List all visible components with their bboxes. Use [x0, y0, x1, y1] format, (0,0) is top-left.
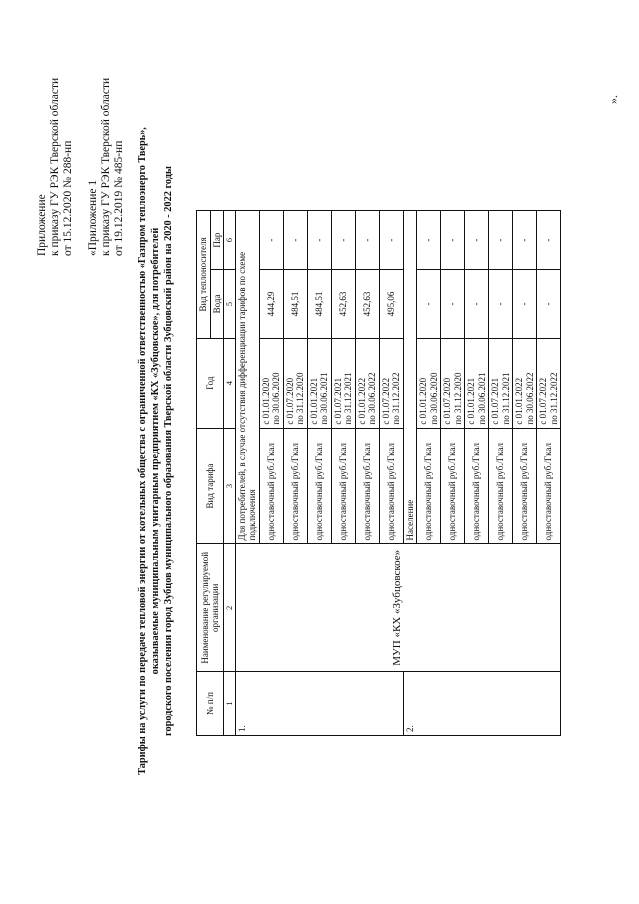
water-tariff-cell: 444,29 [259, 270, 283, 339]
title-line: Тарифы на услуги по передаче тепловой энергии от котельных общества с ограниченной ответственностью «Газпром теплоэнерго Тверь», [137, 127, 148, 775]
period-from: с 01.07.2021 [332, 377, 343, 425]
column-number: 5 [224, 270, 236, 339]
period-cell [489, 338, 513, 428]
column-number-row [224, 211, 236, 736]
period-to: по 30.06.2022 [524, 372, 535, 425]
tariff-type-cell: одноставочный руб./Гкал [331, 428, 355, 544]
header-organization: Наименование регулируемой организации [197, 544, 224, 672]
previous-order-line: «Приложение 1 [87, 179, 99, 256]
closing-quote-mark: ». [606, 95, 620, 104]
steam-tariff-cell: - [537, 211, 561, 270]
water-tariff-cell: - [489, 270, 513, 339]
period-to: по 30.06.2020 [428, 372, 439, 425]
steam-tariff-cell: - [355, 211, 379, 270]
title-line: городского поселения город Зубцов муниципального образования Тверской области Зубцовский район на 2020 - 2022 годы [163, 166, 174, 736]
header-line: к приказу ГУ РЭК Тверской области [49, 77, 61, 256]
period-cell [331, 338, 355, 428]
tariff-table [196, 210, 561, 736]
water-tariff-cell: 452,63 [355, 270, 379, 339]
column-number: 6 [224, 211, 236, 270]
header-line: от 15.12.2020 № 288-нп [62, 140, 74, 256]
header-line: Приложение [36, 194, 48, 256]
previous-order-line: к приказу ГУ РЭК Тверской области [100, 77, 112, 256]
period-from: с 01.07.2022 [538, 377, 548, 425]
water-tariff-cell: 484,51 [283, 270, 307, 339]
document-title [136, 18, 175, 884]
period-cell [537, 338, 561, 428]
steam-tariff-cell: - [489, 211, 513, 270]
period-to: по 30.06.2022 [367, 372, 377, 425]
steam-tariff-cell: - [513, 211, 537, 270]
header-water: Вода [210, 270, 224, 339]
column-number: 2 [224, 544, 236, 672]
period-from: с 01.07.2021 [490, 377, 500, 425]
water-tariff-cell: - [417, 270, 441, 339]
header-tariff-type: Вид тарифа [197, 428, 224, 544]
section-number: 2. [403, 672, 561, 736]
period-from: с 01.01.2020 [260, 377, 271, 425]
column-number: 4 [224, 338, 236, 428]
water-tariff-cell: - [537, 270, 561, 339]
period-from: с 01.07.2020 [442, 377, 452, 425]
table-body [235, 211, 561, 736]
header-num: № п/п [197, 672, 224, 736]
tariff-type-cell: одноставочный руб./Гкал [259, 428, 283, 544]
previous-order-line: от 19.12.2019 № 485-нп [113, 140, 125, 256]
period-from: с 01.01.2021 [308, 377, 319, 425]
column-number: 1 [224, 672, 236, 736]
water-tariff-cell: 452,63 [331, 270, 355, 339]
period-cell [379, 338, 403, 428]
period-from: с 01.01.2020 [418, 377, 428, 425]
steam-tariff-cell: - [283, 211, 307, 270]
steam-tariff-cell: - [259, 211, 283, 270]
tariff-type-cell: одноставочный руб./Гкал [307, 428, 331, 544]
tariff-type-cell: одноставочный руб./Гкал [489, 428, 513, 544]
period-from: с 01.07.2020 [284, 377, 295, 425]
tariff-type-cell: одноставочный руб./Гкал [283, 428, 307, 544]
period-to: по 30.06.2020 [271, 372, 281, 425]
period-from: с 01.01.2022 [356, 377, 367, 425]
tariff-type-cell: одноставочный руб./Гкал [379, 428, 403, 544]
section-title: Для потребителей, в случае отсутствия дифференциации тарифов по схеме подключения [235, 211, 259, 544]
period-to: по 31.12.2021 [343, 372, 353, 425]
period-cell [307, 338, 331, 428]
water-tariff-cell: 495,06 [379, 270, 403, 339]
tariff-type-cell: одноставочный руб./Гкал [417, 428, 441, 544]
period-cell [465, 338, 489, 428]
tariff-type-cell: одноставочный руб./Гкал [513, 428, 537, 544]
period-to: по 31.12.2020 [295, 372, 305, 425]
column-number: 3 [224, 428, 236, 544]
steam-tariff-cell: - [417, 211, 441, 270]
header-year: Год [197, 338, 224, 428]
water-tariff-cell: 484,51 [307, 270, 331, 339]
tariff-type-cell: одноставочный руб./Гкал [355, 428, 379, 544]
tariff-type-cell: одноставочный руб./Гкал [537, 428, 561, 544]
steam-tariff-cell: - [331, 211, 355, 270]
water-tariff-cell: - [465, 270, 489, 339]
steam-tariff-cell: - [441, 211, 465, 270]
period-from: с 01.01.2021 [466, 377, 476, 425]
water-tariff-cell: - [513, 270, 537, 339]
title-line: оказываемые муниципальным унитарным предприятием «КХ «Зубцовское», для потребителей [150, 227, 161, 675]
period-cell [283, 338, 307, 428]
period-cell [259, 338, 283, 428]
tariff-type-cell: одноставочный руб./Гкал [441, 428, 465, 544]
period-cell [417, 338, 441, 428]
period-to: по 31.12.2021 [500, 372, 511, 425]
section-row [235, 211, 259, 736]
header-steam: Пар [210, 211, 224, 270]
steam-tariff-cell: - [307, 211, 331, 270]
period-from: с 01.07.2022 [380, 377, 391, 425]
period-cell [355, 338, 379, 428]
period-to: по 30.06.2021 [476, 372, 487, 425]
header-carrier: Вид теплоносителя [197, 211, 211, 339]
steam-tariff-cell: - [379, 211, 403, 270]
period-cell [441, 338, 465, 428]
order-header [36, 16, 126, 256]
period-from: с 01.01.2022 [514, 377, 524, 425]
section-title: Население [403, 211, 417, 544]
period-to: по 31.12.2022 [391, 372, 401, 425]
period-to: по 31.12.2020 [452, 372, 463, 425]
tariff-type-cell: одноставочный руб./Гкал [465, 428, 489, 544]
section-number: 1. [235, 672, 403, 736]
period-to: по 30.06.2021 [319, 372, 329, 425]
period-to: по 31.12.2022 [548, 372, 559, 425]
organization-name: МУП «КХ «Зубцовское» [235, 544, 561, 672]
steam-tariff-cell: - [465, 211, 489, 270]
period-cell [513, 338, 537, 428]
water-tariff-cell: - [441, 270, 465, 339]
